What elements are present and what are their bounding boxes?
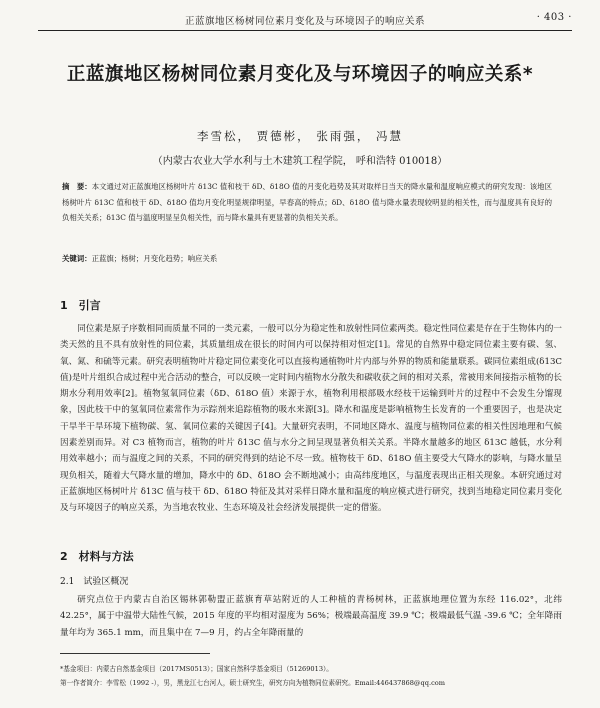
footnotes <box>60 662 562 690</box>
footnote-fund: *基金项目：内蒙古自然基金项目（2017MS0513）；国家自然科学基金项目（51269013）。 <box>60 665 333 673</box>
abstract-text: 本文通过对正蓝旗地区杨树叶片 δ13C 值和枝干 δD、δ18O 值的月变化趋势及其对取样日当天的降水量和温度响应模式的研究发现：该地区杨树叶片 δ13C 值和枝干 δD、δ18O 值均月变化明显规律明显，早春高的特点；δD、δ18O 值与降水量表现较明显的相关性，而与温度具有良好的负相关关系；δ13C 值与温度明显呈负相关性，而与降水量具有更显著的负相关关系。 <box>62 182 552 223</box>
subsection-heading-study-area: 2.1 试验区概况 <box>60 577 129 587</box>
section-heading-introduction: 1 引言 <box>60 299 101 312</box>
author-list: 李雪松， 贾德彬， 张雨强， 冯慧 <box>197 129 403 143</box>
abstract <box>62 179 552 226</box>
abstract-label: 摘 要： <box>62 182 92 191</box>
introduction-body: 同位素是原子序数相同而质量不同的一类元素，一般可以分为稳定性和放射性同位素两类。稳定性同位素是存在于生物体内的一类天然的且不具有放射性的同位素，其质量组成在很长的时间内可以保持相对恒定[1]。常见的自然界中稳定同位素主要有碳、氢、氧、氮、和硫等元素。研究表明植物叶片稳定同位素变化可以直接构通植物叶片内部与外界的物质和能量联系。碳同位素组成(δ13C 值)是叶片组织合成过程中光合活动的整合，可以反映一定时间内植物水分散失和碳收获之间的相对关系，常被用来间接指示植物的长期水分利用效率[2]。植物氢氧同位素（δD、δ18O 值）来源于水，植物利用根部吸水经枝干运输到叶片的过程中不会发生分馏现象，因此枝干中的氢氧同位素常作为示踪剂来追踪植物的吸水来源[3]。降水和温度是影响植物生长发育的一个重要因子，也是决定干旱半干旱环境下植物碳、氢、氧同位素的关键因子[4]。大量研究表明，不同地区降水、温度与植物同位素的相关性因地理和气候因素差别而异。对 C3 植物而言，植物的叶片 δ13C 值与水分之间呈现显著负相关关系。半降水量越多的地区 δ13C 越低，水分利用效率越小；而与温度之间的关系，不同的研究得到的结论不尽一致。植物枝干 δD、δ18O 值主要受大气降水的影响，与降水量呈现负相关，随着大气降水量的增加，降水中的 δD、δ18O 会不断地减小；由高纬度地区，与温度表现出正相关现象。本研究通过对正蓝旗地区杨树叶片 δ13C 值与枝干 δD、δ18O 特征及其对采样日降水量和温度的响应模式进行研究，找到当地稳定同位素月变化及与环境因子的响应关系，为当地农牧业、生态环境及社会经济发展提供一定的借鉴。 <box>60 324 562 514</box>
section-heading-materials-methods: 2 材料与方法 <box>60 550 134 563</box>
keywords-label: 关键词： <box>62 254 92 263</box>
footnote-divider <box>60 653 210 654</box>
affiliation: （内蒙古农业大学水利与土木建筑工程学院， 呼和浩特 010018） <box>152 156 448 167</box>
running-head-title: 正蓝旗地区杨树同位素月变化及与环境因子的响应关系 <box>184 16 425 27</box>
keywords <box>62 252 552 266</box>
study-area-body: 研究点位于内蒙古自治区锡林郭勒盟正蓝旗育草站附近的人工种植的青杨树林，正蓝旗地理位置为东经 116.02°，北纬 42.25°，属于中温带大陆性气候，2015 年度的平均相对湿度为 56%；极端最高温度 39.9 ℃；极端最低气温 -39.6 ℃；全年降雨量年均为 365.1 mm，而且集中在 7—9 月，约占全年降雨量的 <box>60 595 562 638</box>
keywords-text: 正蓝旗；杨树；月变化趋势；响应关系 <box>91 254 218 263</box>
paper-title: 正蓝旗地区杨树同位素月变化及与环境因子的响应关系* <box>66 64 534 85</box>
page-number: · 403 · <box>536 12 572 23</box>
footnote-author: 第一作者简介：李雪松（1992 -），男，黑龙江七台河人，硕士研究生，研究方向为植物同位素研究。Email:446437868@qq.com <box>60 679 445 687</box>
running-head <box>38 8 572 31</box>
